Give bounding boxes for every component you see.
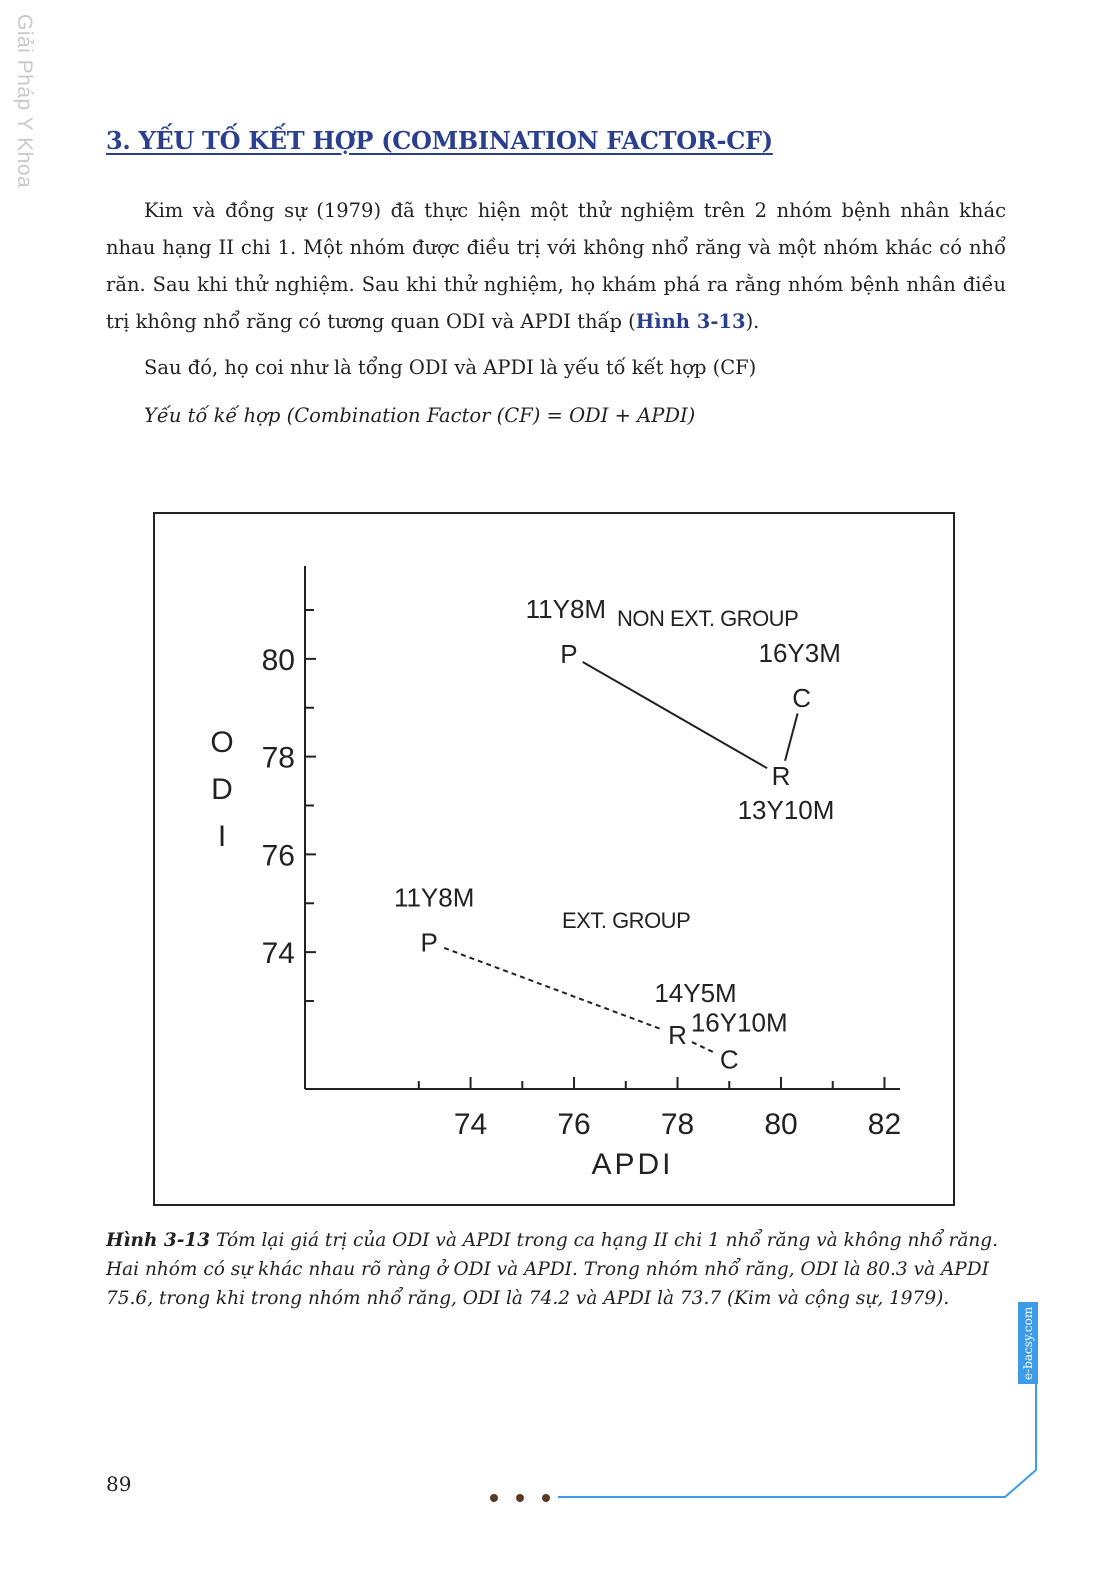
caption-text: Tóm lại giá trị của ODI và APDI trong ca hạng II chi 1 nhổ răng và không nhổ răng. Hai nhóm có sự khác nhau rõ ràng ở ODI và APDI. Trong nhóm nhổ răng, ODI là 80.3 và APDI 75.6, trong khi trong nhóm nhổ răng, ODI là 74.2 và APDI là 73.7 (Kim và cộng sự, 1979). [106,1230,999,1309]
x-tick-label: 74 [453,1108,488,1141]
footer-frame-line [558,1302,1036,1497]
y-tick-label: 78 [261,741,295,775]
y-tick-label: 80 [261,643,295,677]
footer-dot [516,1494,524,1502]
y-axis-label-letter: D [211,773,233,806]
page-number: 89 [106,1472,132,1496]
series-name-label: NON EXT. GROUP [617,606,799,631]
caption-label: Hình 3-13 [106,1230,211,1251]
figure-reference-link[interactable]: Hình 3-13 [635,310,746,333]
section-heading: 3. YẾU TỐ KẾT HỢP (COMBINATION FACTOR-CF) [106,126,773,155]
series-name-label: EXT. GROUP [562,908,691,933]
point-marker-label: R [771,761,791,792]
point-age-label: 11Y8M [393,882,475,913]
paragraph-1-text: Kim và đồng sự (1979) đã thực hiện một thử nghiệm trên 2 nhóm bệnh nhân khác nhau hạng II chi 1. Một nhóm được điều trị với không nhổ răng và một nhóm khác có nhổ răn. Sau khi thử nghiệm. Sau khi thử nghiệm, họ khám phá ra rằng nhóm bệnh nhân điều trị không nhổ răng có tương quan ODI và APDI thấp ( [106,199,1006,333]
x-axis-label: APDI [591,1148,674,1181]
point-age-label: 16Y10M [690,1007,788,1038]
paragraph-1-after: ). [745,310,760,333]
point-marker-label: C [719,1044,739,1075]
point-marker-label: P [560,638,578,669]
footer-dot [490,1494,498,1502]
watermark-label: e-bacsy.com [1018,1302,1038,1384]
x-tick-label: 78 [660,1108,695,1141]
side-label: Giải Pháp Y Khoa [13,14,36,189]
point-age-label: 13Y10M [737,795,835,826]
y-tick-label: 74 [261,937,295,971]
point-marker-label: P [420,927,438,958]
y-axis-label-letter: O [210,726,234,759]
footer-dot [542,1494,550,1502]
y-axis-label-letter: I [217,820,227,853]
point-marker-label: C [792,682,812,713]
point-age-label: 16Y3M [758,637,841,668]
y-tick-label: 76 [261,839,295,873]
point-marker-label: R [668,1020,687,1051]
point-age-label: 14Y5M [654,978,737,1009]
x-tick-label: 76 [557,1108,591,1141]
point-age-label: 11Y8M [525,593,607,624]
paragraph-2: Sau đó, họ coi như là tổng ODI và APDI là yếu tố kết hợp (CF) [144,356,757,379]
x-tick-label: 80 [764,1108,798,1141]
x-tick-label: 82 [867,1108,902,1141]
formula-line: Yếu tố kế hợp (Combination Factor (CF) = ODI + APDI) [144,404,696,427]
